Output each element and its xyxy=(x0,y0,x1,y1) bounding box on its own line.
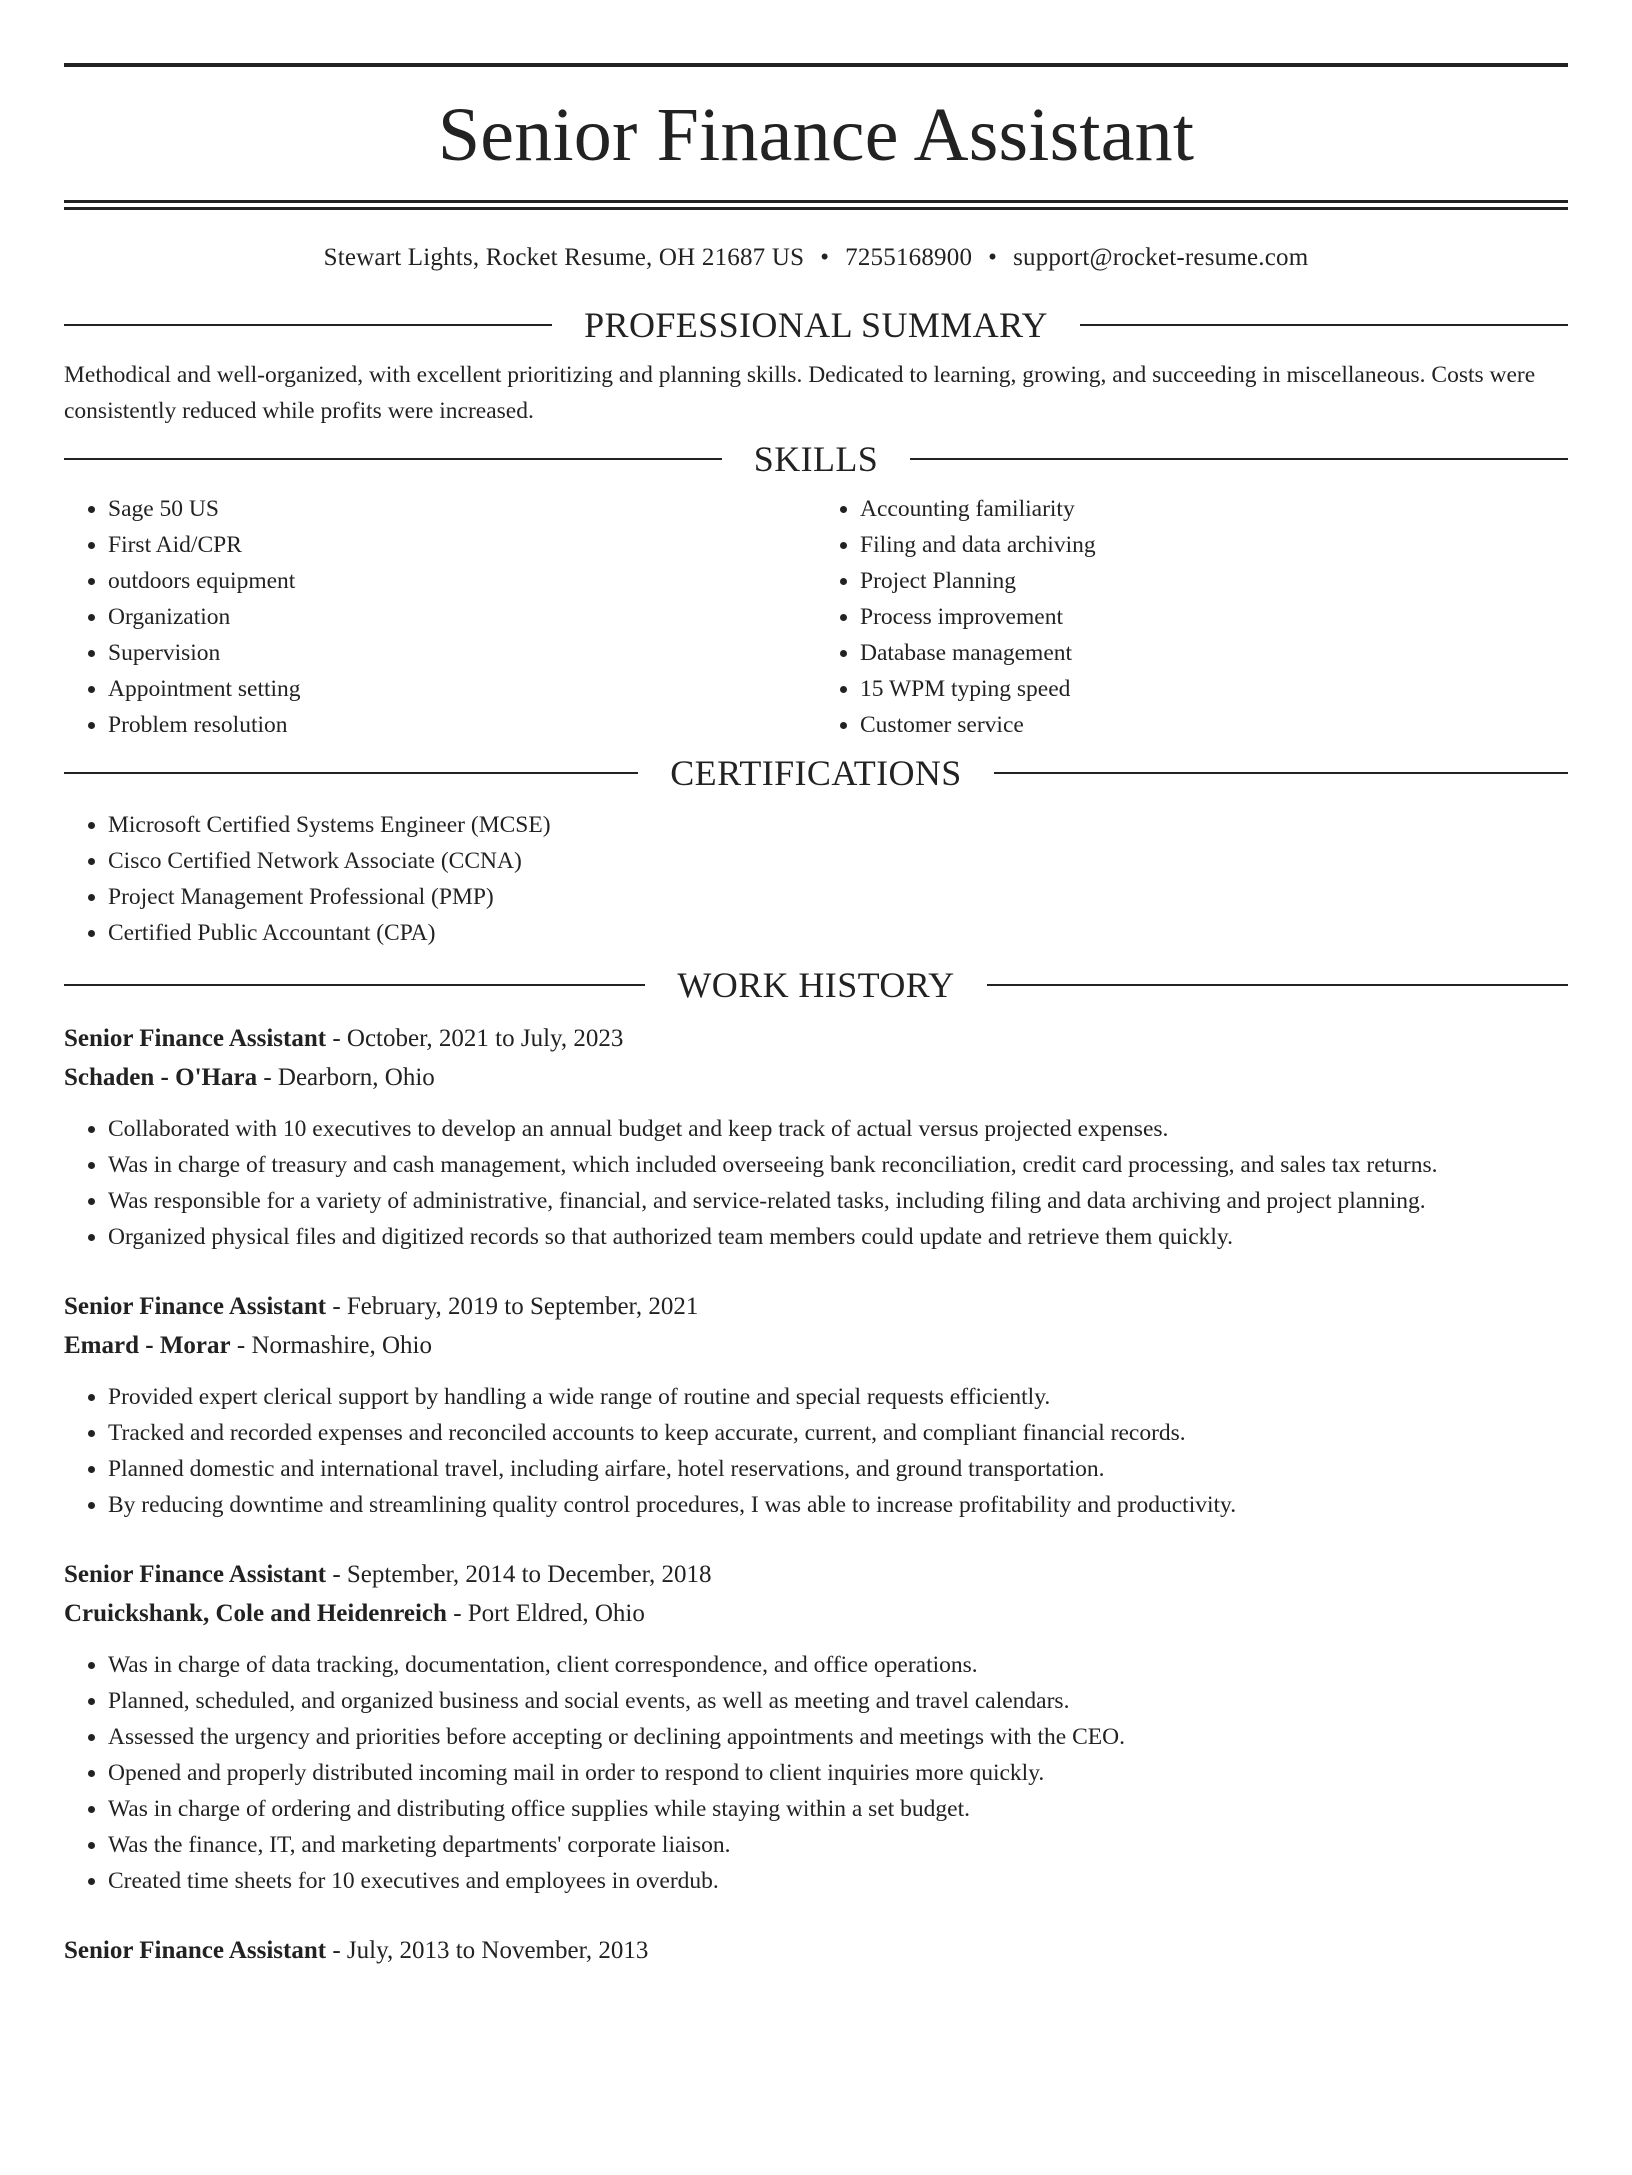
job-location: Dearborn, Ohio xyxy=(277,1064,435,1091)
job-company: Cruickshank, Cole and Heidenreich xyxy=(64,1600,447,1627)
job-bullet: • Was in charge of treasury and cash management, which included overseeing bank reconciliation, credit card processing, and sales tax returns. xyxy=(108,1147,1568,1183)
job-dash: - xyxy=(326,1937,347,1964)
heading-rule xyxy=(910,458,1568,460)
job-responsibilities xyxy=(64,1379,1568,1523)
skill-item: • Problem resolution xyxy=(108,707,816,743)
job-bullet: • Planned domestic and international travel, including airfare, hotel reservations, and ground transportation. xyxy=(108,1451,1568,1487)
job-location: Port Eldred, Ohio xyxy=(467,1600,645,1627)
header-double-rule xyxy=(64,200,1568,210)
job-title: Senior Finance Assistant xyxy=(64,1025,327,1052)
job-bullet: • Was the finance, IT, and marketing departments' corporate liaison. xyxy=(108,1827,1568,1863)
skill-item: • Sage 50 US xyxy=(108,491,816,527)
job-bullet: • Was in charge of ordering and distributing office supplies while staying within a set budget. xyxy=(108,1791,1568,1827)
skill-item: • First Aid/CPR xyxy=(108,527,816,563)
heading-rule xyxy=(994,772,1568,774)
section-title: PROFESSIONAL SUMMARY xyxy=(584,305,1048,345)
job-dates: September, 2014 to December, 2018 xyxy=(346,1561,712,1588)
skill-item: • Filing and data archiving xyxy=(860,527,1568,563)
heading-rule xyxy=(64,324,552,326)
job-company-line xyxy=(64,1326,1568,1365)
heading-rule xyxy=(987,984,1568,986)
job-bullet: • Created time sheets for 10 executives and employees in overdub. xyxy=(108,1863,1568,1899)
skill-item: • outdoors equipment xyxy=(108,563,816,599)
job-bullet: • Planned, scheduled, and organized business and social events, as well as meeting and travel calendars. xyxy=(108,1683,1568,1719)
skill-item: • Accounting familiarity xyxy=(860,491,1568,527)
contact-line xyxy=(64,242,1568,274)
skill-item: • Organization xyxy=(108,599,816,635)
resume-title: Senior Finance Assistant xyxy=(437,93,1195,177)
job-bullet: • Collaborated with 10 executives to develop an annual budget and keep track of actual versus projected expenses. xyxy=(108,1111,1568,1147)
certification-item: • Project Management Professional (PMP) xyxy=(108,879,1568,915)
skill-item: • Appointment setting xyxy=(108,671,816,707)
skill-item: • 15 WPM typing speed xyxy=(860,671,1568,707)
work-history-list xyxy=(64,1019,1568,1970)
contact-separator: • xyxy=(988,244,998,271)
skills-column-left xyxy=(64,491,816,743)
job-bullet: • Organized physical files and digitized records so that authorized team members could update and retrieve them quickly. xyxy=(108,1219,1568,1255)
skill-item: • Database management xyxy=(860,635,1568,671)
job-responsibilities xyxy=(64,1111,1568,1255)
job-bullet: • Was responsible for a variety of administrative, financial, and service-related tasks, including filing and data archiving and project planning. xyxy=(108,1183,1568,1219)
job-company: Emard - Morar xyxy=(64,1332,231,1359)
certification-item: • Microsoft Certified Systems Engineer (MCSE) xyxy=(108,807,1568,843)
job-bullet: • Opened and properly distributed incoming mail in order to respond to client inquiries more quickly. xyxy=(108,1755,1568,1791)
job-bullet: • Was in charge of data tracking, documentation, client correspondence, and office operations. xyxy=(108,1647,1568,1683)
job-title-line xyxy=(64,1931,1568,1970)
job-title: Senior Finance Assistant xyxy=(64,1937,327,1964)
job-dates: October, 2021 to July, 2023 xyxy=(346,1025,624,1052)
resume-page xyxy=(0,63,1632,2175)
job-title: Senior Finance Assistant xyxy=(64,1293,327,1320)
contact-email: support@rocket-resume.com xyxy=(1013,244,1309,271)
job-entry xyxy=(64,1523,1568,1899)
section-heading-summary xyxy=(64,305,1568,345)
job-dates: February, 2019 to September, 2021 xyxy=(346,1293,699,1320)
skill-item: • Project Planning xyxy=(860,563,1568,599)
contact-separator: • xyxy=(820,244,830,271)
heading-rule xyxy=(1080,324,1568,326)
section-title: WORK HISTORY xyxy=(677,965,955,1005)
job-dash: - xyxy=(326,1293,347,1320)
contact-phone: 7255168900 xyxy=(845,244,973,271)
job-entry xyxy=(64,1255,1568,1523)
section-heading-work-history xyxy=(64,965,1568,1005)
section-title: CERTIFICATIONS xyxy=(670,753,962,793)
summary-text: Methodical and well-organized, with excellent prioritizing and planning skills. Dedicated to learning, growing, and succeeding in miscellaneous. Costs were consistently reduced while profits were increased. xyxy=(64,362,1536,424)
job-company-line xyxy=(64,1058,1568,1097)
contact-address: Stewart Lights, Rocket Resume, OH 21687 US xyxy=(323,244,805,271)
section-heading-skills xyxy=(64,439,1568,479)
skill-item: • Supervision xyxy=(108,635,816,671)
heading-rule xyxy=(64,984,645,986)
job-title-line xyxy=(64,1555,1568,1594)
job-bullet: • By reducing downtime and streamlining quality control procedures, I was able to increase profitability and productivity. xyxy=(108,1487,1568,1523)
skills-list xyxy=(64,491,1568,743)
job-entry xyxy=(64,1899,1568,1970)
job-dash: - xyxy=(230,1332,252,1359)
job-dash: - xyxy=(326,1025,347,1052)
skill-item: • Customer service xyxy=(860,707,1568,743)
job-title: Senior Finance Assistant xyxy=(64,1561,327,1588)
job-dates: July, 2013 to November, 2013 xyxy=(346,1937,649,1964)
job-title-line xyxy=(64,1287,1568,1326)
job-title-line xyxy=(64,1019,1568,1058)
job-dash: - xyxy=(446,1600,468,1627)
job-company: Schaden - O'Hara xyxy=(64,1064,258,1091)
job-bullet: • Tracked and recorded expenses and reconciled accounts to keep accurate, current, and compliant financial records. xyxy=(108,1415,1568,1451)
certification-item: • Cisco Certified Network Associate (CCNA) xyxy=(108,843,1568,879)
certifications-list xyxy=(64,807,1568,951)
section-heading-certifications xyxy=(64,753,1568,793)
job-entry xyxy=(64,1019,1568,1255)
job-bullet: • Provided expert clerical support by handling a wide range of routine and special requests efficiently. xyxy=(108,1379,1568,1415)
heading-rule xyxy=(64,772,638,774)
skill-item: • Process improvement xyxy=(860,599,1568,635)
job-bullet: • Assessed the urgency and priorities before accepting or declining appointments and meetings with the CEO. xyxy=(108,1719,1568,1755)
section-title: SKILLS xyxy=(753,439,879,479)
certification-item: • Certified Public Accountant (CPA) xyxy=(108,915,1568,951)
skills-column-right xyxy=(816,491,1568,743)
job-dash: - xyxy=(257,1064,278,1091)
job-company-line xyxy=(64,1594,1568,1633)
heading-rule xyxy=(64,458,722,460)
job-responsibilities xyxy=(64,1647,1568,1899)
job-dash: - xyxy=(326,1561,347,1588)
job-location: Normashire, Ohio xyxy=(251,1332,432,1359)
